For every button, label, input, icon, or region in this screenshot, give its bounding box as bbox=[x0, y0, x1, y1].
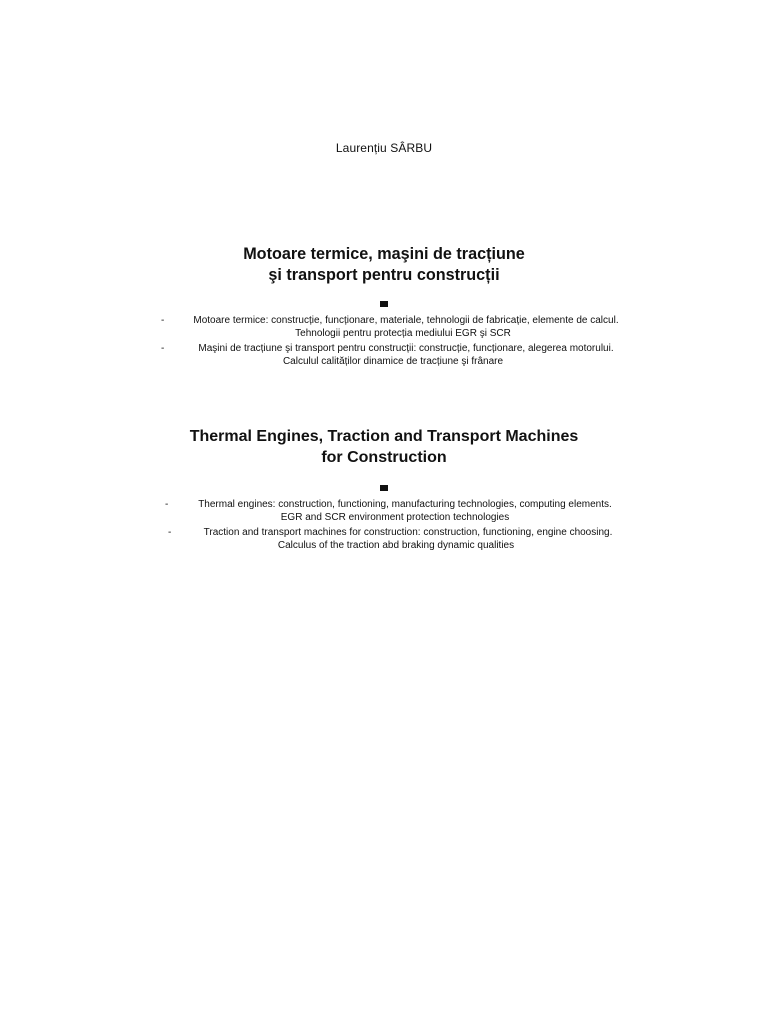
english-title-line-2: for Construction bbox=[321, 449, 447, 466]
list-item-line-1: Thermal engines: construction, functioning, manufacturing technologies, computing elements. bbox=[198, 499, 612, 510]
dash-marker: - bbox=[161, 343, 165, 354]
romanian-title bbox=[0, 244, 768, 286]
romanian-title-line-1: Motoare termice, maşini de tracțiune bbox=[243, 245, 525, 263]
list-item-line-2: Calculus of the traction abd braking dynamic qualities bbox=[277, 540, 515, 551]
romanian-bullet-list bbox=[0, 314, 768, 368]
list-item-line-2: Tehnologii pentru protecția mediului EGR şi SCR bbox=[295, 328, 511, 339]
list-item-line-2: EGR and SCR environment protection technologies bbox=[280, 512, 510, 523]
english-title-line-1: Thermal Engines, Traction and Transport Machines bbox=[189, 428, 579, 445]
square-bullet-icon bbox=[380, 485, 388, 491]
romanian-title-line-2: şi transport pentru construcții bbox=[268, 266, 500, 284]
dash-marker: - bbox=[165, 499, 169, 510]
list-item bbox=[0, 526, 768, 552]
english-bullet-list bbox=[0, 498, 768, 552]
list-item bbox=[0, 342, 768, 368]
dash-marker: - bbox=[161, 315, 165, 326]
list-item-line-1: Traction and transport machines for construction: construction, functioning, engine choosing. bbox=[203, 527, 613, 538]
dash-marker: - bbox=[168, 527, 172, 538]
list-item bbox=[0, 498, 768, 524]
list-item-line-1: Maşini de tracțiune şi transport pentru construcții: construcție, funcționare, alegerea motorului. bbox=[198, 343, 614, 354]
romanian-section bbox=[0, 244, 768, 368]
list-item-line-1: Motoare termice: construcție, funcționare, materiale, tehnologii de fabricație, elemente de calcul. bbox=[193, 315, 619, 326]
english-title bbox=[0, 426, 768, 468]
list-item bbox=[0, 314, 768, 340]
square-bullet-icon bbox=[380, 301, 388, 307]
author-name: Laurențiu SÂRBU bbox=[335, 141, 433, 155]
list-item-line-2: Calculul calităților dinamice de tracțiune şi frânare bbox=[282, 356, 504, 367]
english-section bbox=[0, 426, 768, 552]
